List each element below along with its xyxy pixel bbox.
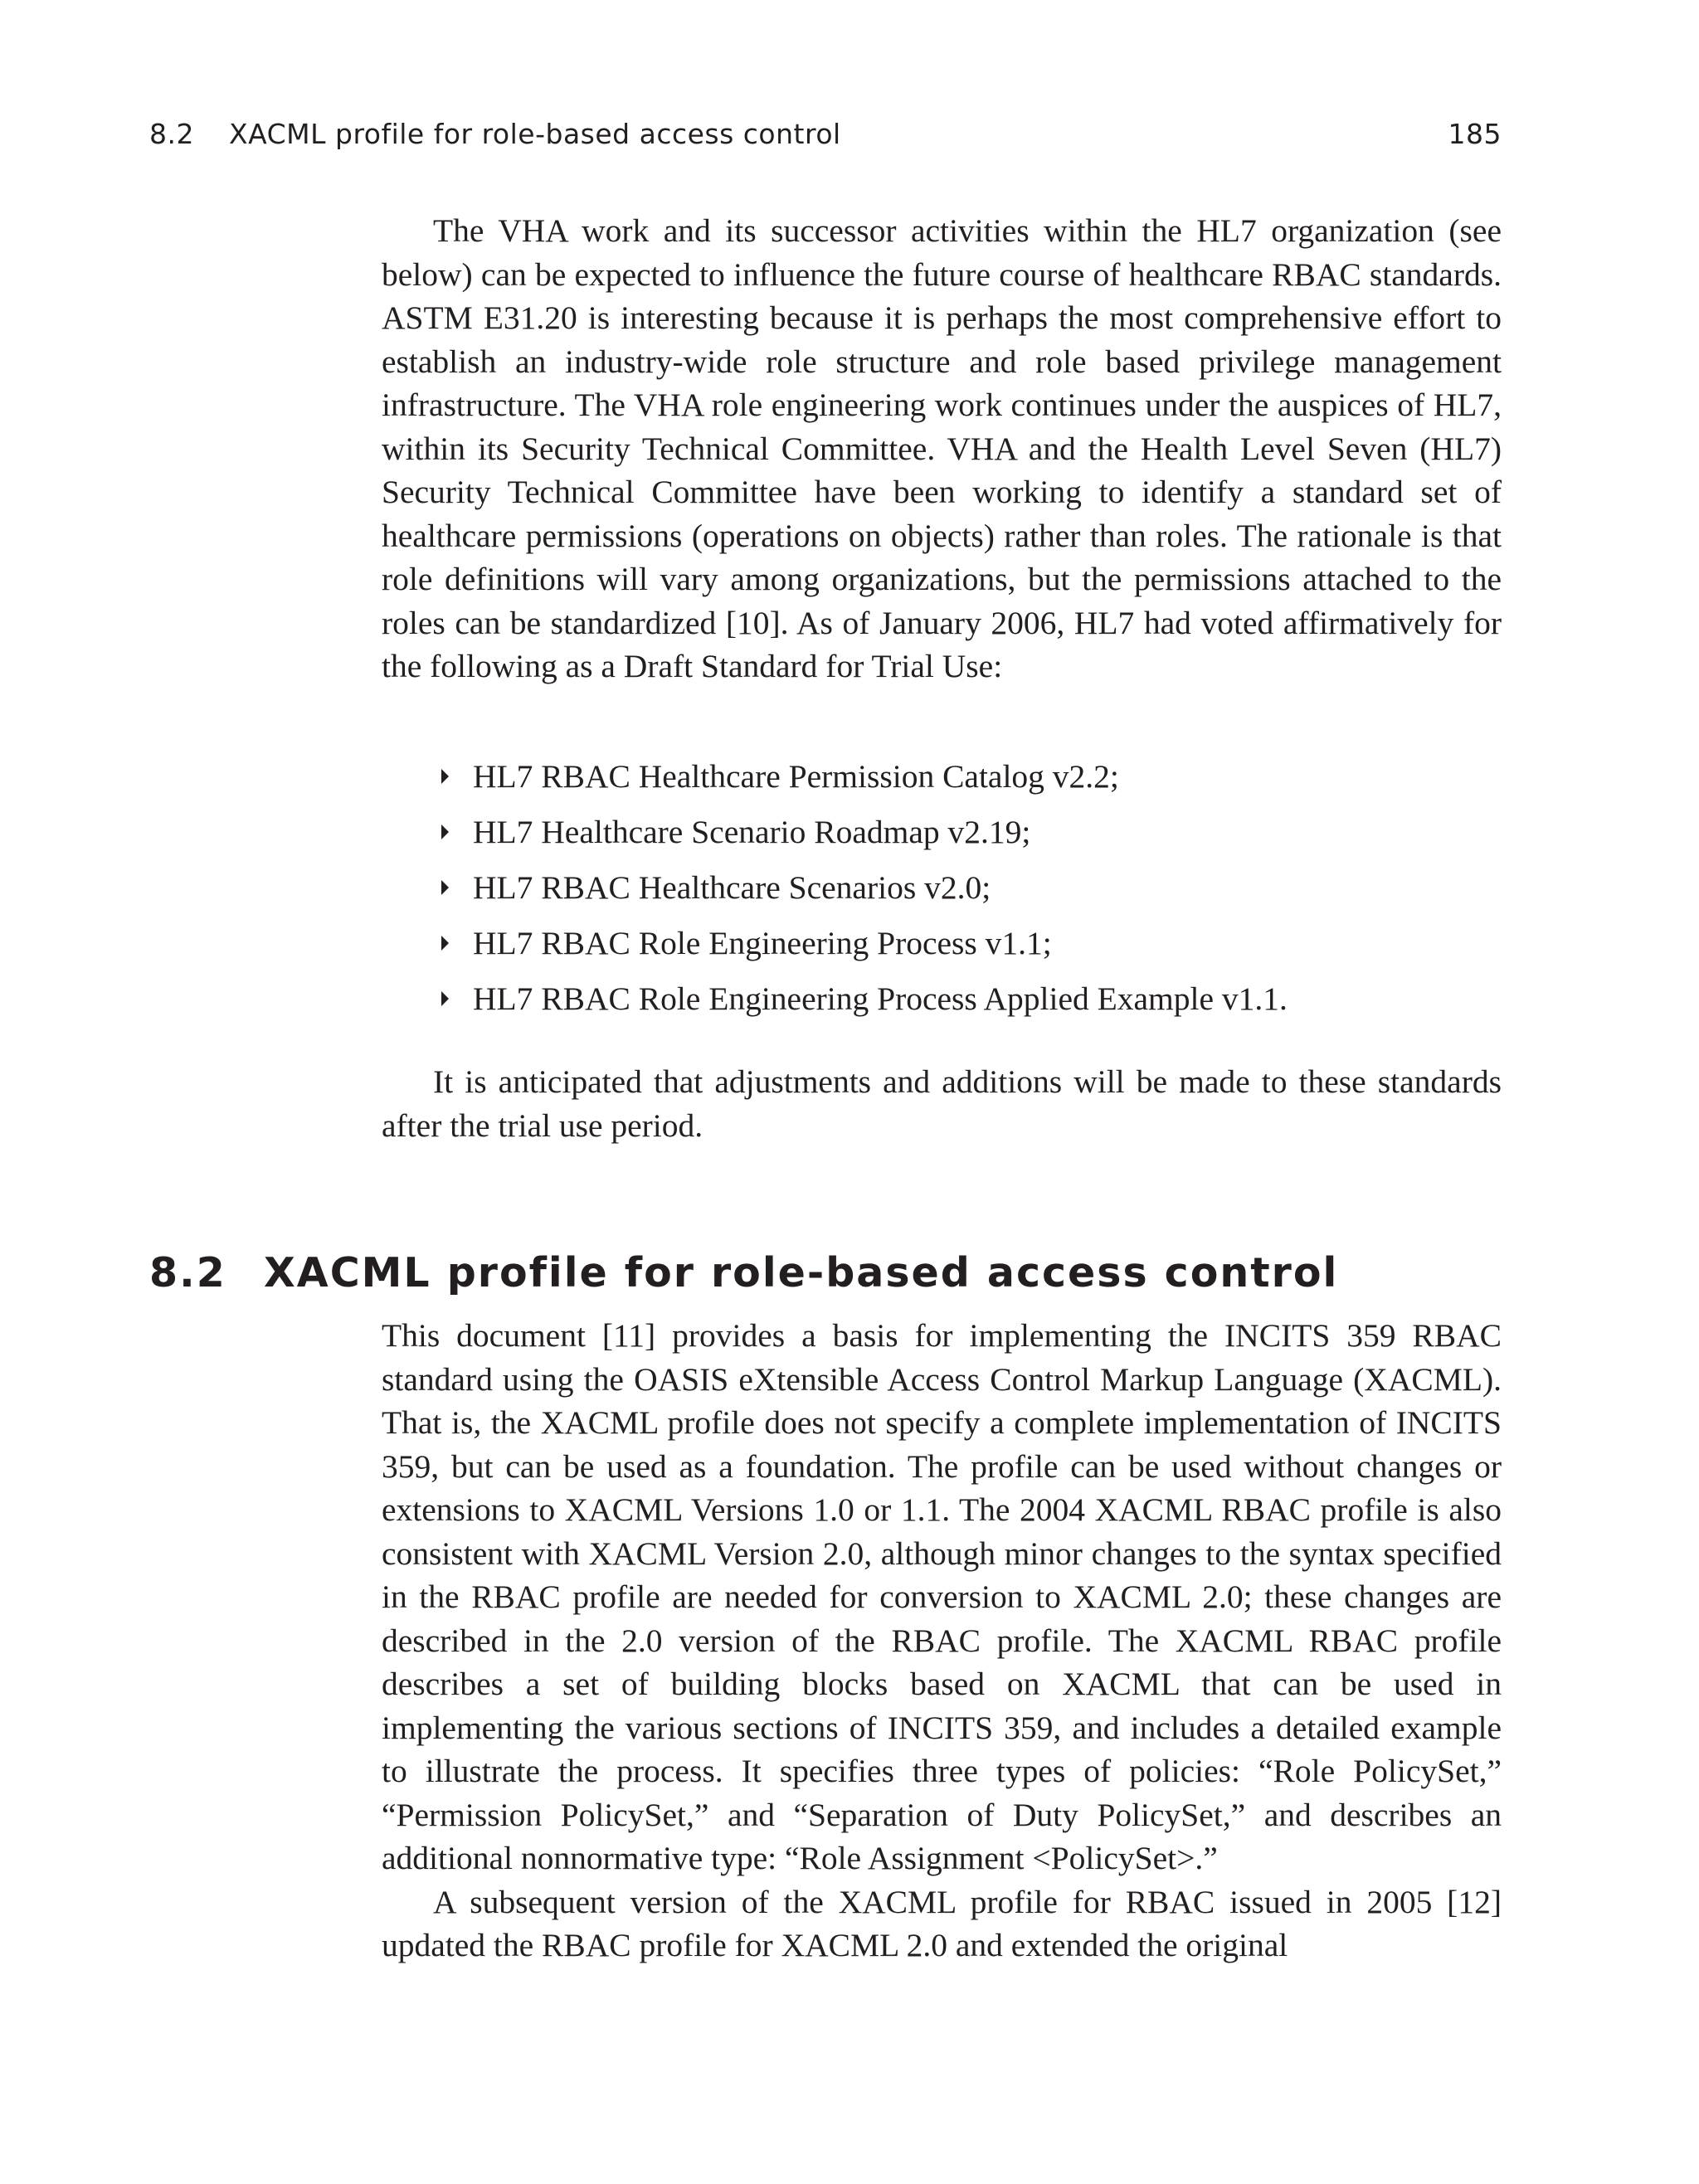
list-item — [438, 810, 1502, 866]
section-paragraph-2: A subsequent version of the XACML profile for RBAC issued in 2005 [12] updated the RBAC profile for XACML 2.0 and extended the original — [382, 1883, 1502, 1963]
bullet-icon — [441, 769, 449, 784]
running-head — [149, 118, 1502, 154]
running-head-section-number: 8.2 — [149, 118, 194, 150]
list-item-text: HL7 RBAC Role Engineering Process v1.1; — [473, 925, 1052, 961]
list-item — [438, 866, 1502, 922]
draft-standards-list — [438, 755, 1502, 1033]
list-item-text: HL7 RBAC Role Engineering Process Applied Example v1.1. — [473, 980, 1288, 1017]
section-paragraph-1: This document [11] provides a basis for implementing the INCITS 359 RBAC standard using the OASIS eXtensible Access Control Markup Language (XACML). That is, the XACML profile does not specify a complete implementation of INCITS 359, but can be used as a foundation. The profile can be used without changes or extensions to XACML Versions 1.0 or 1.1. The 2004 XACML RBAC profile is also consistent with XACML Version 2.0, although minor changes to the syntax specified in the RBAC profile are needed for conversion to XACML 2.0; these changes are described in the 2.0 version of the RBAC profile. The XACML RBAC profile describes a set of building blocks based on XACML that can be used in implementing the various sections of INCITS 359, and includes a detailed example to illustrate the process. It specifies three types of policies: “Role PolicySet,” “Permission PolicySet,” and “Separation of Duty PolicySet,” and describes an additional nonnormative type: “Role Assignment <PolicySet>.” — [382, 1317, 1502, 1876]
running-head-section-title: XACML profile for role-based access control — [229, 118, 841, 150]
list-item — [438, 922, 1502, 977]
list-item-text: HL7 RBAC Healthcare Permission Catalog v2.2; — [473, 758, 1119, 795]
bullet-icon — [441, 936, 449, 951]
section-heading-number: 8.2 — [149, 1249, 226, 1296]
list-item — [438, 755, 1502, 810]
section-body — [382, 1314, 1502, 1968]
trial-paragraph-block — [382, 1060, 1502, 1147]
section-heading-title: XACML profile for role-based access control — [264, 1249, 1339, 1296]
page-number: 185 — [1448, 118, 1502, 150]
list-item — [438, 977, 1502, 1033]
intro-paragraph-block — [382, 209, 1502, 688]
list-item-text: HL7 Healthcare Scenario Roadmap v2.19; — [473, 814, 1031, 850]
bullet-icon — [441, 824, 449, 839]
bullet-icon — [441, 991, 449, 1006]
list-item-text: HL7 RBAC Healthcare Scenarios v2.0; — [473, 869, 991, 906]
intro-paragraph: The VHA work and its successor activities within the HL7 organization (see below) can be expected to influence the future course of healthcare RBAC standards. ASTM E31.20 is interesting because it is perhaps the most comprehensive effort to establish an industry-wide role structure and role based privilege management infrastructure. The VHA role engineering work continues under the auspices of HL7, within its Security Technical Committee. VHA and the Health Level Seven (HL7) Security Technical Committee have been working to identify a standard set of healthcare permissions (operations on objects) rather than roles. The rationale is that role definitions will vary among organizations, but the permissions attached to the roles can be standardized [10]. As of January 2006, HL7 had voted affirmatively for the following as a Draft Standard for Trial Use: — [382, 212, 1502, 684]
trial-paragraph: It is anticipated that adjustments and additions will be made to these standards after the trial use period. — [382, 1063, 1502, 1144]
bullet-icon — [441, 880, 449, 895]
